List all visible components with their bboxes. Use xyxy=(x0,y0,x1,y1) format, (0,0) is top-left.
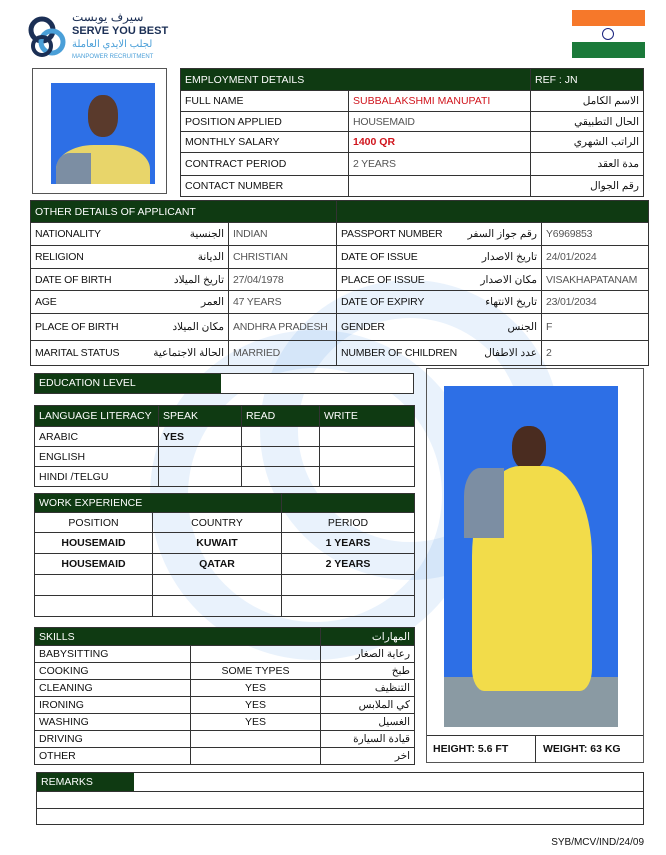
india-flag-icon xyxy=(572,10,645,58)
contract-value: 2 YEARS xyxy=(349,153,531,176)
field-label xyxy=(337,291,542,314)
label-ar: الديانة xyxy=(197,251,224,263)
skill-name-ar: الغسيل xyxy=(321,714,415,731)
language-name: ENGLISH xyxy=(35,447,159,467)
logo-knot-icon xyxy=(28,14,68,60)
applicant-photo-full xyxy=(426,368,644,763)
skill-value: YES xyxy=(191,714,321,731)
table-row xyxy=(31,223,649,246)
skill-name: CLEANING xyxy=(35,680,191,697)
field-value: 27/04/1978 xyxy=(229,269,337,291)
field-value: MARRIED xyxy=(229,341,337,366)
skill-value xyxy=(191,646,321,663)
field-value: 2 xyxy=(542,341,649,366)
field-value: 24/01/2024 xyxy=(542,246,649,269)
skill-name: IRONING xyxy=(35,697,191,714)
table-row xyxy=(35,575,415,596)
label-ar: تاريخ الاصدار xyxy=(481,251,537,263)
work-cell xyxy=(35,575,153,596)
table-row xyxy=(35,680,415,697)
work-cell xyxy=(35,596,153,617)
field-label xyxy=(337,223,542,246)
label-en: PASSPORT NUMBER xyxy=(341,228,443,240)
field-value: INDIAN xyxy=(229,223,337,246)
column-header: LANGUAGE LITERACY xyxy=(35,406,159,427)
weight-value: WEIGHT: 63 KG xyxy=(543,743,621,755)
work-experience-table xyxy=(34,493,415,617)
field-value: ANDHRA PRADESH xyxy=(229,314,337,341)
header-blank xyxy=(282,494,415,513)
work-cell xyxy=(282,596,415,617)
skills-title: SKILLS xyxy=(35,628,321,646)
field-label xyxy=(31,269,229,291)
employment-details-table xyxy=(180,68,644,197)
label-ar: تاريخ الانتهاء xyxy=(485,296,537,308)
skill-name: BABYSITTING xyxy=(35,646,191,663)
skill-value: SOME TYPES xyxy=(191,663,321,680)
skills-title-ar: المهارات xyxy=(321,628,415,646)
logo-arabic-sub: لجلب الايدي العاملة xyxy=(72,39,153,50)
field-value: F xyxy=(542,314,649,341)
table-row xyxy=(31,314,649,341)
table-row xyxy=(31,341,649,366)
column-header: SPEAK xyxy=(159,406,242,427)
field-label xyxy=(31,291,229,314)
table-row xyxy=(35,731,415,748)
literacy-cell xyxy=(320,467,415,487)
work-cell: 1 YEARS xyxy=(282,533,415,554)
other-details-table xyxy=(30,200,649,366)
label-en: PLACE OF ISSUE xyxy=(341,273,425,286)
skill-name: COOKING xyxy=(35,663,191,680)
label-ar: عدد الاطفال xyxy=(484,347,537,359)
label: CONTRACT PERIOD xyxy=(181,153,349,176)
work-cell: KUWAIT xyxy=(153,533,282,554)
other-details-title: OTHER DETAILS OF APPLICANT xyxy=(31,201,337,223)
label: MONTHLY SALARY xyxy=(181,132,349,153)
literacy-cell xyxy=(242,447,320,467)
skill-value xyxy=(191,731,321,748)
language-name: HINDI /TELGU xyxy=(35,467,159,487)
label-ar: الحالة الاجتماعية xyxy=(153,347,224,359)
column-header: POSITION xyxy=(35,513,153,533)
field-label xyxy=(337,341,542,366)
contact-value xyxy=(349,176,531,197)
label-en: DATE OF BIRTH xyxy=(35,273,112,286)
label-en: RELIGION xyxy=(35,251,84,263)
table-row xyxy=(35,663,415,680)
label-en: NATIONALITY xyxy=(35,228,101,240)
label: FULL NAME xyxy=(181,91,349,112)
height-value: HEIGHT: 5.6 FT xyxy=(433,743,509,755)
ref: REF : JN xyxy=(531,69,644,91)
label-ar: العمر xyxy=(200,296,224,308)
field-label xyxy=(31,246,229,269)
field-label xyxy=(31,341,229,366)
document-code: SYB/MCV/IND/24/09 xyxy=(551,837,644,848)
table-row xyxy=(35,447,415,467)
skill-name-ar: كي الملابس xyxy=(321,697,415,714)
table-row xyxy=(31,291,649,314)
column-header: COUNTRY xyxy=(153,513,282,533)
language-name: ARABIC xyxy=(35,427,159,447)
label-en: NUMBER OF CHILDREN xyxy=(341,347,457,359)
work-cell: QATAR xyxy=(153,554,282,575)
label-ar: مكان الميلاد xyxy=(172,321,224,333)
skill-value: YES xyxy=(191,697,321,714)
literacy-cell: YES xyxy=(159,427,242,447)
work-title: WORK EXPERIENCE xyxy=(35,494,282,513)
remarks-label: REMARKS xyxy=(37,773,134,791)
skill-name-ar: قيادة السيارة xyxy=(321,731,415,748)
skill-name-ar: التنظيف xyxy=(321,680,415,697)
education-level xyxy=(34,373,414,394)
table-row xyxy=(35,646,415,663)
table-row xyxy=(35,533,415,554)
column-header: WRITE xyxy=(320,406,415,427)
literacy-cell xyxy=(242,427,320,447)
label-en: AGE xyxy=(35,296,57,308)
field-label xyxy=(337,269,542,291)
label-en: DATE OF EXPIRY xyxy=(341,296,425,308)
column-header: PERIOD xyxy=(282,513,415,533)
table-row xyxy=(35,596,415,617)
label-ar: رقم جواز السفر xyxy=(467,228,537,240)
label-ar: الجنسية xyxy=(189,228,224,240)
table-row xyxy=(31,246,649,269)
label-en: PLACE OF BIRTH xyxy=(35,321,119,333)
label-en: DATE OF ISSUE xyxy=(341,251,418,263)
label-ar: رقم الجوال xyxy=(531,176,644,197)
employment-title: EMPLOYMENT DETAILS xyxy=(181,69,531,91)
literacy-cell xyxy=(159,447,242,467)
label-ar: مكان الاصدار xyxy=(480,273,537,286)
field-value: 23/01/2034 xyxy=(542,291,649,314)
logo-name: SERVE YOU BEST xyxy=(72,25,169,37)
skill-name: WASHING xyxy=(35,714,191,731)
language-table xyxy=(34,405,415,487)
skill-name-ar: رعاية الصغار xyxy=(321,646,415,663)
applicant-photo-small xyxy=(32,68,167,194)
table-row xyxy=(31,269,649,291)
label-ar: الجنس xyxy=(507,321,537,333)
table-row xyxy=(35,467,415,487)
logo-arabic: سيرف يوبست xyxy=(72,10,144,24)
field-value: 47 YEARS xyxy=(229,291,337,314)
skill-value xyxy=(191,748,321,765)
work-cell: HOUSEMAID xyxy=(35,533,153,554)
skill-name: OTHER xyxy=(35,748,191,765)
table-row xyxy=(35,697,415,714)
full-name-value: SUBBALAKSHMI MANUPATI xyxy=(349,91,531,112)
field-label xyxy=(31,223,229,246)
work-cell: HOUSEMAID xyxy=(35,554,153,575)
field-label xyxy=(31,314,229,341)
skill-name-ar: اخر xyxy=(321,748,415,765)
skill-value: YES xyxy=(191,680,321,697)
literacy-cell xyxy=(320,427,415,447)
table-row xyxy=(35,748,415,765)
education-label: EDUCATION LEVEL xyxy=(35,374,221,393)
literacy-cell xyxy=(159,467,242,487)
field-value: VISAKHAPATANAM xyxy=(542,269,649,291)
salary-value: 1400 QR xyxy=(349,132,531,153)
table-row xyxy=(35,427,415,447)
label-ar: مدة العقد xyxy=(531,153,644,176)
label-ar: الراتب الشهري xyxy=(531,132,644,153)
table-row xyxy=(35,714,415,731)
work-cell xyxy=(282,575,415,596)
field-label xyxy=(337,314,542,341)
work-cell xyxy=(153,575,282,596)
label-ar: الاسم الكامل xyxy=(531,91,644,112)
literacy-cell xyxy=(320,447,415,467)
skill-name-ar: طبخ xyxy=(321,663,415,680)
header-blank xyxy=(337,201,649,223)
label-ar: الحال التطبيقي xyxy=(531,112,644,132)
remarks-box xyxy=(36,772,644,825)
company-logo xyxy=(28,10,168,66)
literacy-cell xyxy=(242,467,320,487)
table-row xyxy=(35,554,415,575)
label: CONTACT NUMBER xyxy=(181,176,349,197)
label-en: GENDER xyxy=(341,321,385,333)
label-en: MARITAL STATUS xyxy=(35,347,120,359)
work-cell: 2 YEARS xyxy=(282,554,415,575)
label: POSITION APPLIED xyxy=(181,112,349,132)
field-value: CHRISTIAN xyxy=(229,246,337,269)
logo-sub: MANPOWER RECRUITMENT xyxy=(72,54,154,60)
field-label xyxy=(337,246,542,269)
label-ar: تاريخ الميلاد xyxy=(173,273,224,286)
position-value: HOUSEMAID xyxy=(349,112,531,132)
work-cell xyxy=(153,596,282,617)
column-header: READ xyxy=(242,406,320,427)
field-value: Y6969853 xyxy=(542,223,649,246)
skills-table xyxy=(34,627,415,765)
skill-name: DRIVING xyxy=(35,731,191,748)
